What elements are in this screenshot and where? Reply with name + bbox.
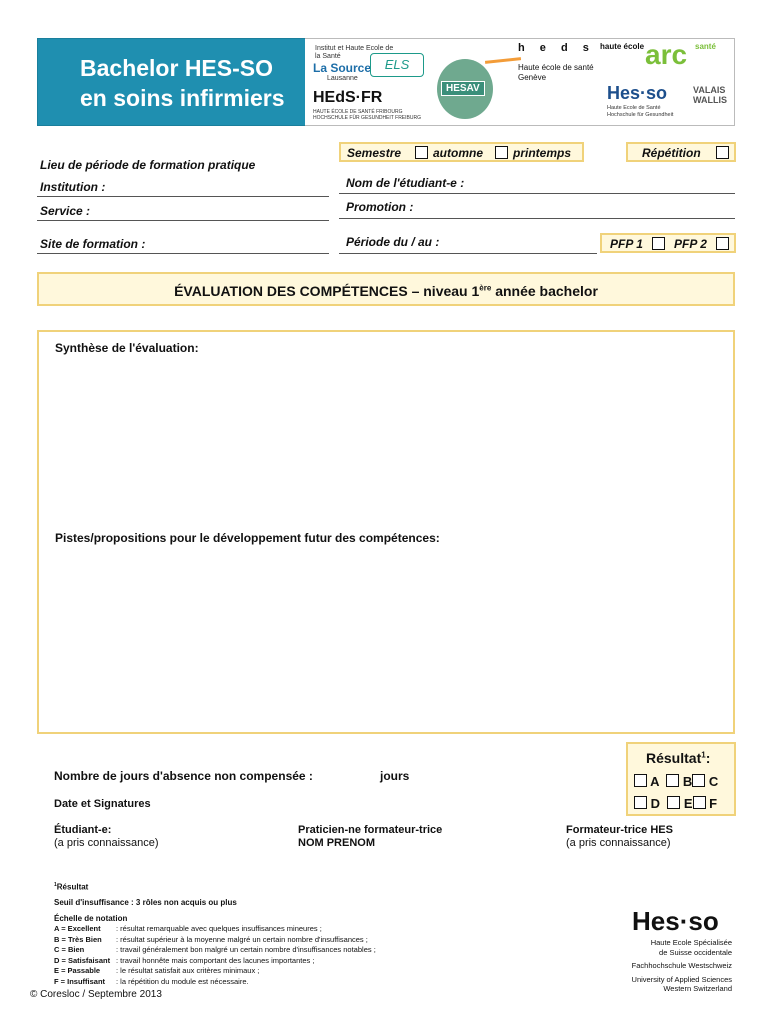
source-els-mark: ELS <box>370 53 424 77</box>
scale-key: B = Très Bien <box>54 934 102 944</box>
synthese-box[interactable] <box>37 330 735 734</box>
scale-key: F = Insuffisant <box>54 976 106 986</box>
scale-key: E = Passable <box>54 966 101 975</box>
lieu-heading: Lieu de période de formation pratique <box>40 158 256 172</box>
title-line-2: en soins infirmiers <box>80 85 285 111</box>
scale-row <box>54 977 454 988</box>
absence-label: Nombre de jours d'absence non compensée : <box>54 769 313 783</box>
hedsfr-logo: HEdS·FR <box>313 89 383 106</box>
partner-logos <box>305 38 735 126</box>
grade-a-checkbox[interactable] <box>634 774 647 787</box>
scale-list <box>54 924 454 987</box>
seuil-text: Seuil d'insuffisance : 3 rôles non acquis ou plus <box>54 898 237 907</box>
semestre-box <box>339 142 584 162</box>
repetition-box <box>626 142 736 162</box>
hesso-valais-sub: Haute Ecole de Santé Hochschule für Gesundheit <box>607 105 674 118</box>
praticien-sub: NOM PRENOM <box>298 837 375 849</box>
promotion-line[interactable] <box>339 218 735 219</box>
promotion-label: Promotion : <box>346 200 414 214</box>
scale-value: le résultat satisfait aux critères minimaux ; <box>120 966 260 975</box>
heds-sub1: Haute école de santé <box>518 63 594 72</box>
hesav-stripe <box>485 57 521 64</box>
scale-value: résultat supérieur à la moyenne malgré un certain nombre d'insuffisances ; <box>120 934 368 944</box>
grade-e-checkbox[interactable] <box>667 796 680 809</box>
source-logo: La Source <box>313 61 372 75</box>
scale-row <box>54 956 454 967</box>
site-label: Site de formation : <box>40 237 146 251</box>
absence-unit: jours <box>380 769 410 783</box>
resultat-title: Résultat$^1$: <box>646 750 711 766</box>
grade-c-checkbox[interactable] <box>692 774 705 787</box>
heds-sub2: Genève <box>518 73 547 82</box>
scale-value: la répétition du module est nécessaire. <box>120 976 249 986</box>
source-city: Lausanne <box>327 75 358 82</box>
service-label: Service : <box>40 204 91 218</box>
pfp2-label: PFP 2 <box>674 237 707 251</box>
institution-label: Institution : <box>40 180 106 194</box>
signatures-title: Date et Signatures <box>54 798 151 810</box>
scale-key: C = Bien <box>54 945 85 954</box>
grade-d-checkbox[interactable] <box>634 796 647 809</box>
evaluation-title-box <box>37 272 735 306</box>
scale-row <box>54 945 454 956</box>
repetition-label: Répétition <box>642 146 701 160</box>
hedsfr-sub: HAUTE ÉCOLE DE SANTÉ FRIBOURG HOCHSCHULE FÜR GESUNDHEIT FREIBURG <box>313 109 421 121</box>
printemps-label: printemps <box>513 146 572 160</box>
institution-line[interactable] <box>37 196 329 197</box>
periode-line[interactable] <box>339 253 597 254</box>
scale-row <box>54 935 454 946</box>
automne-checkbox[interactable] <box>415 146 428 159</box>
hesso-footer-text: Haute Ecole Spécialisée de Suisse occidentale Fachhochschule Westschweiz University of Applied Sciences Western Switzerland <box>631 938 732 993</box>
automne-label: automne <box>433 146 484 160</box>
scale-row <box>54 924 454 935</box>
footnote-resultat: $^1$Résultat <box>54 882 89 892</box>
grade-b-checkbox[interactable] <box>666 774 679 787</box>
scale-sep: : <box>116 966 121 975</box>
periode-label: Période du / au : <box>346 235 440 249</box>
etudiant-label: Étudiant-e: <box>54 824 112 836</box>
scale-sep: : <box>116 945 121 954</box>
hesso-valais-logo: Hes·so <box>607 83 668 103</box>
site-line[interactable] <box>37 253 329 254</box>
grade-f-checkbox[interactable] <box>693 796 706 809</box>
pfp2-checkbox[interactable] <box>716 237 729 250</box>
arc-logo: arc <box>645 39 688 70</box>
scale-sep: : <box>116 924 121 933</box>
scale-value: travail honnête mais comportant des lacunes importantes ; <box>120 955 315 965</box>
evaluation-title: ÉVALUATION DES COMPÉTENCES – niveau 1ère année bachelor <box>174 283 598 299</box>
scale-value: travail généralement bon malgré un certain nombre d'insuffisances notables ; <box>120 945 376 954</box>
scale-key: A = Excellent <box>54 924 101 933</box>
printemps-checkbox[interactable] <box>495 146 508 159</box>
scale-value: résultat remarquable avec quelques insuffisances mineures ; <box>120 924 322 933</box>
formateur-label: Formateur-trice HES <box>566 824 673 836</box>
etudiant-sub: (a pris connaissance) <box>54 837 159 849</box>
grades-row-2: D E F <box>634 796 717 811</box>
title-banner <box>37 38 307 126</box>
title-line-1: Bachelor HES-SO <box>80 55 273 81</box>
hesso-valais-region: VALAIS WALLIS <box>693 85 727 105</box>
source-pre: Institut et Haute Ecole de la Santé <box>315 45 394 60</box>
pfp-box <box>600 233 736 253</box>
grades-row-1: A B C <box>634 774 718 789</box>
heds-logo: h e d s <box>518 42 595 54</box>
scale-sep: : <box>116 976 121 986</box>
pfp1-checkbox[interactable] <box>652 237 665 250</box>
repetition-checkbox[interactable] <box>716 146 729 159</box>
semestre-label: Semestre <box>347 146 402 160</box>
nom-etudiant-line[interactable] <box>339 193 735 194</box>
praticien-label: Praticien-ne formateur-trice <box>298 824 443 836</box>
nom-etudiant-label: Nom de l'étudiant-e : <box>346 176 465 190</box>
echelle-title: Échelle de notation <box>54 914 128 923</box>
scale-row <box>54 966 454 977</box>
pistes-label: Pistes/propositions pour le développement futur des compétences: <box>55 531 440 545</box>
copyright: © Coresloc / Septembre 2013 <box>30 989 162 1000</box>
pfp1-label: PFP 1 <box>610 237 643 251</box>
hesav-logo: HESAV <box>441 81 485 96</box>
scale-sep: : <box>116 934 121 944</box>
resultat-box <box>626 742 736 816</box>
synthese-label: Synthèse de l'évaluation: <box>55 341 199 355</box>
arc-pre: haute école <box>600 42 645 51</box>
scale-sep: : <box>116 955 121 965</box>
formateur-sub: (a pris connaissance) <box>566 837 671 849</box>
service-line[interactable] <box>37 220 329 221</box>
hesso-footer-logo: Hes·so <box>632 906 719 936</box>
arc-tag: santé <box>695 42 716 51</box>
scale-key: D = Satisfaisant <box>54 955 111 965</box>
